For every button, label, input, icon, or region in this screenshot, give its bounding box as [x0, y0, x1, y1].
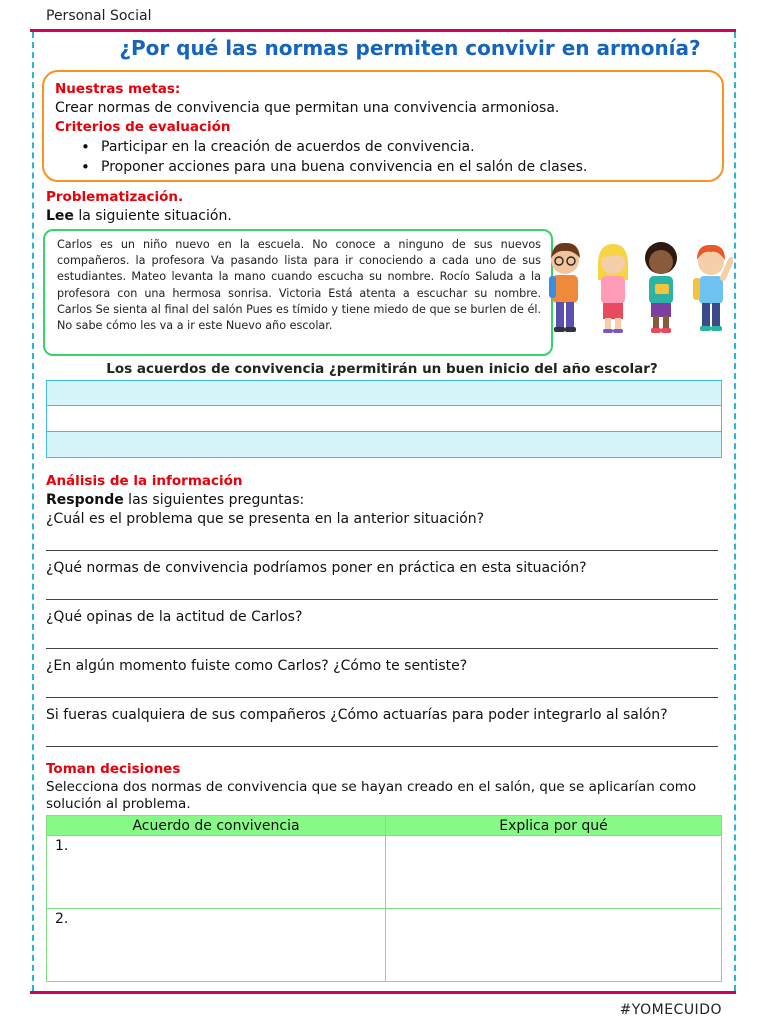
- problem-lead: [46, 207, 232, 226]
- answer-line-5[interactable]: [46, 746, 718, 747]
- col-header-explain: Explica por qué: [386, 816, 722, 836]
- decisions-heading: Toman decisiones: [46, 761, 181, 777]
- analysis-heading: Análisis de la información: [46, 473, 243, 489]
- decisions-text: Selecciona dos normas de convivencia que se hayan creado en el salón, que se aplicarían como solución al problema.: [46, 779, 697, 812]
- analysis-lead-bold: Responde: [46, 492, 124, 508]
- story-text: Carlos es un niño nuevo en la escuela. No conoce a ninguno de sus nuevos compañeros. la profesora Va pasando lista para ir conociendo a cada uno de sus estudiantes. Mateo levanta la mano cuando escucha su nombre. Rocío Saluda a la profesora con una hermosa sonrisa. Victoria Está atenta a escuchar su nombre. Carlos Se sienta al final del salón Pues es tímido y tiene miedo de que se burlen de él. No sabe cómo les va a ir este Nuevo año escolar.: [43, 229, 553, 356]
- page-title: ¿Por qué las normas permiten convivir en armonía?: [119, 36, 701, 60]
- agreements-table: [46, 815, 722, 982]
- criterio-item: • Proponer acciones para una buena convivencia en el salón de clases.: [79, 157, 712, 177]
- agreement-cell-2[interactable]: 2.: [47, 909, 386, 982]
- metas-heading: Nuestras metas:: [55, 81, 181, 97]
- question-5: Si fueras cualquiera de sus compañeros ¿Cómo actuarías para poder integrarlo al salón?: [46, 707, 668, 723]
- child-illustration-waving-boy: [693, 245, 731, 331]
- decisions-section: [46, 760, 722, 813]
- bottom-rule: [30, 991, 736, 994]
- problem-heading: Problematización.: [46, 189, 184, 205]
- analysis-lead-rest: las siguientes preguntas:: [123, 492, 305, 508]
- col-header-agreement: Acuerdo de convivencia: [47, 816, 386, 836]
- lead-bold: Lee: [46, 208, 74, 224]
- question-1: ¿Cuál es el problema que se presenta en la anterior situación?: [46, 511, 485, 527]
- goals-box: [42, 70, 724, 182]
- main-question: Los acuerdos de convivencia ¿permitirán un buen inicio del año escolar?: [106, 361, 658, 377]
- question-4: ¿En algún momento fuiste como Carlos? ¿Cómo te sentiste?: [46, 658, 468, 674]
- answer-box: [46, 380, 722, 458]
- question-3: ¿Qué opinas de la actitud de Carlos?: [46, 609, 303, 625]
- agreement-cell-1[interactable]: 1.: [47, 836, 386, 909]
- explain-cell-1[interactable]: [386, 836, 722, 909]
- footer-hashtag: #YOMECUIDO: [619, 1002, 722, 1018]
- lead-rest: la siguiente situación.: [73, 208, 232, 224]
- criterios-heading: Criterios de evaluación: [55, 119, 231, 135]
- child-illustration-blonde-girl: [598, 244, 628, 333]
- subject-label: Personal Social: [46, 8, 152, 24]
- problem-section: [46, 188, 232, 226]
- child-illustration-curly-girl: [645, 242, 677, 333]
- answer-row-3[interactable]: [46, 432, 722, 458]
- children-illustration: [543, 238, 733, 338]
- analysis-lead: [46, 491, 722, 510]
- question-2: ¿Qué normas de convivencia podríamos poner en práctica en esta situación?: [46, 560, 587, 576]
- criterio-item: • Participar en la creación de acuerdos de convivencia.: [79, 137, 712, 157]
- analysis-section: [46, 472, 722, 747]
- answer-row-1[interactable]: [46, 380, 722, 406]
- explain-cell-2[interactable]: [386, 909, 722, 982]
- criterios-list: [55, 137, 712, 177]
- answer-row-2[interactable]: [46, 406, 722, 432]
- child-illustration-boy-glasses: [549, 243, 580, 332]
- metas-text: Crear normas de convivencia que permitan una convivencia armoniosa.: [55, 100, 560, 116]
